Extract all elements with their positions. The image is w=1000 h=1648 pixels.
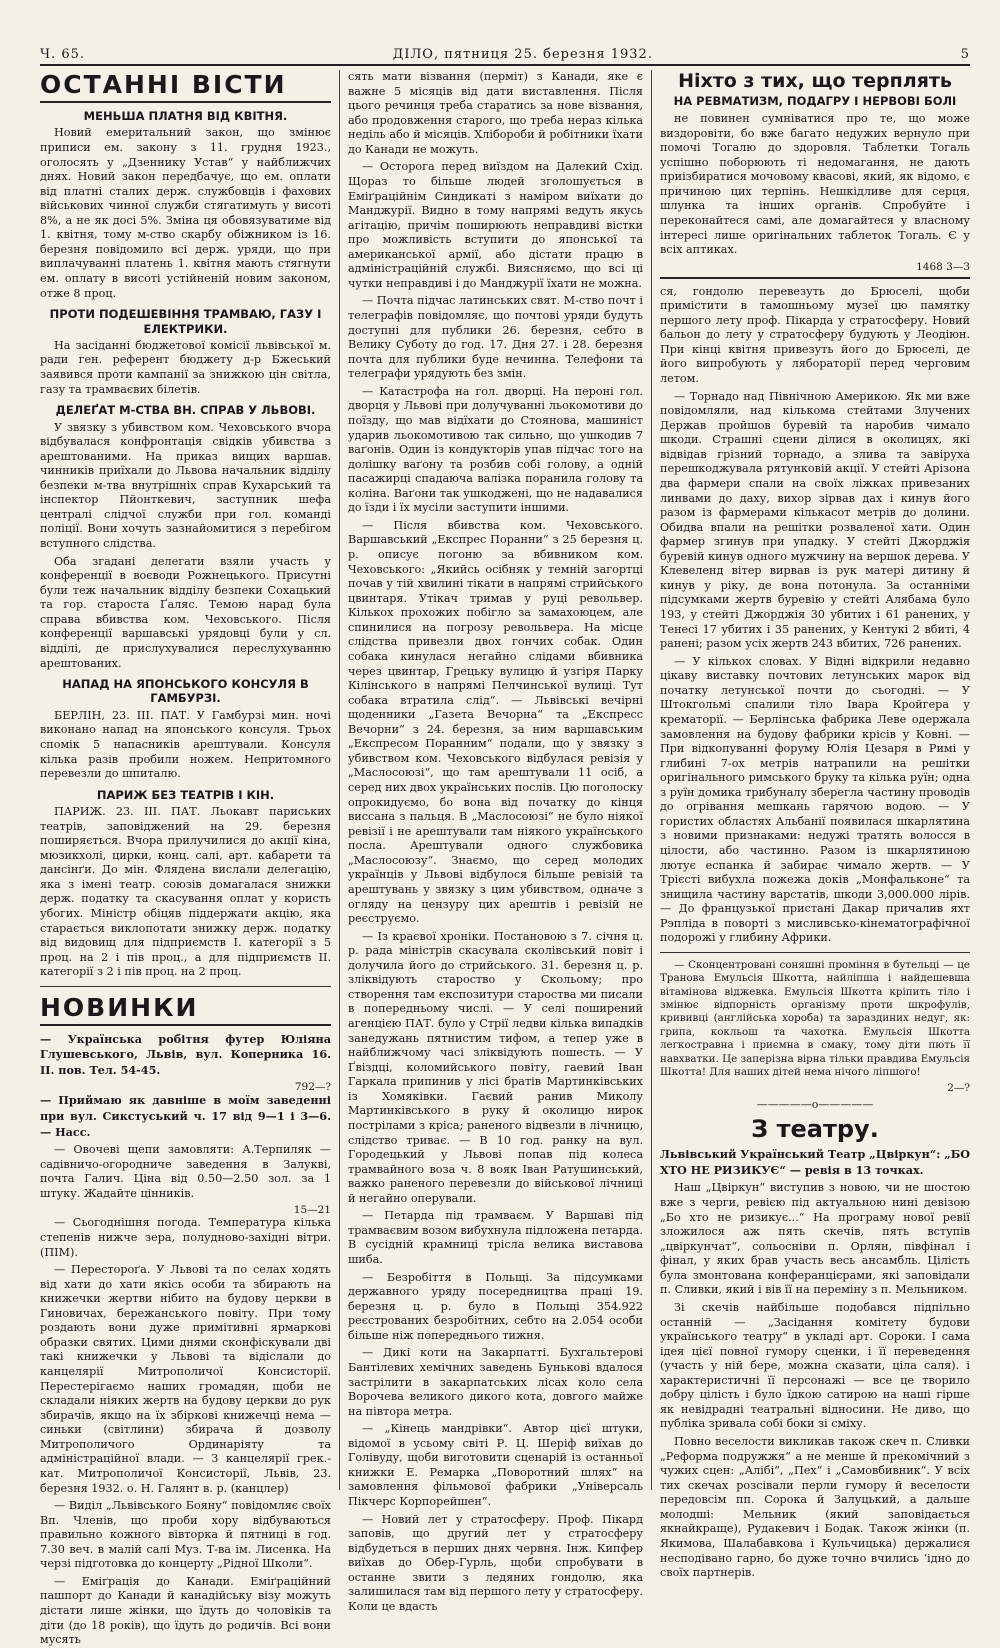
separator (660, 952, 970, 953)
news-item: — Осторога перед виїздом на Далекий Схід. Щораз то більше людей зголошується в Еміґраційнім Синдикаті з наміром виїхати до Манджурії. Видно в тому напрямі ведуть якусь агітацію, причім поширюють неправдиві вістки про можливість вступити до японської та американської армії, або дістати працю в адміністраційній службі. Виясняємо, що всі ці чутки неправдиві і до Манджурії їхати не можна. (348, 160, 643, 290)
masthead (40, 40, 970, 66)
theatre-text: Зі скечів найбільше подобався підпільно останній — „Засідання комітету будови українського театру“ в укладі арт. Сороки. І сама ідея цієї повної гумору сценки, і її переведення (участь у ній бере, можна сказати, ціла саля). і характеристичні її персонажі — все це творило добру цілість і було їдкою сатирою на наші гірше як невідрадні театральні відносини. Не диво, що публіка зривала собі боки зі сміху. (660, 1300, 970, 1431)
section-heading-latest-news: ОСТАННІ ВІСТИ (40, 70, 331, 103)
news-item: ся, гондолю перевезуть до Брюселі, щоби примістити в тамошньому музеї цю памятку першого лету проф. Пікарда у стратосферу. Новий бальон до лету у стратосферу будують у Леодіюн. При кінці квітня привезуть його до Брюселі, де його випробують у ляборaторії перед черговим летом. (660, 284, 970, 385)
article-text: Новий емеритальний закон, що змінює приписи ем. закону з 11. грудня 1923., оголосять у „Дзеннику Устав“ у найближчих днях. Новий закон передбачує, що ем. оплати від платні сталих держ. службовців і фахових військових чинної служби стягатимуть у висоті 8%, а не як досі 5%. Зміна ця обовязуватиме від 1. квітня, тому м-ство скарбу обіжником із 16. березня повідомило всі держ. уряди, що при виплачуванні платень 1. квітня мають стягнути ем. оплату в висоті устійненій новим законом, отже 8 проц. (40, 126, 331, 300)
article-title: МЕНЬША ПЛАТНЯ ВІД КВІТНЯ. (83, 109, 288, 123)
ad-code: 792—? (294, 1081, 331, 1094)
ad-text: не повинен сумніватися про те, що може виздоровіти, бо вже багато недужих вернуло при помочі Тогалю до здоровля. Таблетки Тогаль успішно поборюють ті недомагання, не дають приізбиратися мочовому квасові, який, як відомо, є причиною цих терпінь. Нешкідливе для серця, шлунка та інших органів. Спробуйте і переконайтеся самі, але домагайтеся у власному інтересі лише оригінальних таблеток Тогаль. Є у всіх аптиках. (660, 112, 970, 257)
scott-emulsion-ad (660, 959, 970, 1094)
news-item: — Овочеві щепи замовляти: А.Терпиляк — садівничо-огородниче заведення в Залукві, почта Галич. Ціна від 0.50—2.50 зол. за 1 штуку. Жадайте цінників. (40, 1143, 331, 1200)
article-title: ПАРИЖ БЕЗ ТЕАТРІВ І КІН. (96, 787, 275, 802)
news-item: — Дикі коти на Закарпатті. Бухгальтерові Бантілевих хемічних заведень Буньковi вдалося застрілити в закарпатських лісах коло села Ворочева великого дикого кота, довгого майже на півтора метра. (348, 1346, 643, 1418)
ad-code: 1468 3—3 (916, 260, 970, 273)
news-item: — Приймаю як давніше в моїм заведенні при вул. Сикстуський ч. 17 від 9—1 і 3—6. — Насс. (40, 1093, 331, 1139)
news-item: — Після вбивства ком. Чеховського. Варшавський „Експрес Поранни“ з 25 березня ц. р. описує погоню за вбивником ком. Чеховського: „Якийсь осібняк у темній загортці почав у тій хвилині тікати в напрямі стрийського цвинтаря. Утікач тримав у руці револьвер. Кількох прохожих побігло за замахоюцем, але спинилися на погрозу револьвера. На місце слідства привезли двох гончих собак. Один собака кинулася негайно слідами вбивника через цвинтар, Грецьку вулицю й узгіря Парку Кілінського в напрямі Пелчинської вулиці. Тут собака втратила слід“. — Львівські вечірні щоденники „Газета Вечорна“ та „Експресс Вечорни“ з 24. березня, за ним варшавським „Експресом Поранним“ подали, що у звязку з убивством ком. Чеховського відбулася ревізія у „Маслосоюзі“, що там арештували 11 осіб, а серед них двох українських послів. Цю поголоску опрокидуємо, бо вона від початку до кінця виссана з пальця. В „Маслосоюзі“ не було ніякої ревізії і не арештували там ніякого українського посла. Арештували одного службовика „Маслосоюзу“. Знаємо, що серед молодих українців у Львові відбулося більше ревізій та арештувань у звязку з цим убивством, одначе з огляду на цензуру цих арештів і ревізій не реєструємо. (348, 518, 643, 926)
theatre-title: Львівський Український Театр „Цвіркун“: „БО ХТО НЕ РИЗИКУЄ“ — ревія в 13 точках. (660, 1147, 970, 1177)
ad-subheadline: НА РЕВМАТИЗМ, ПОДАГРУ І НЕРВОВІ БОЛІ (673, 94, 957, 108)
article-text: ПАРИЖ. 23. III. ПАТ. Льокавт париських театрів, заповіджений на 29. березня поширяється. Вчора прилучилися до акції кіна, мюзикхолі, цирки, конц. салі, арт. кабарети та дансінґи. До мін. Флядена вислали делегацію, яка з імені театр. союзів домагалася знижки держ. податку та скасування оплат у користь убогих. Міністр обіцяв піддержати акцію, яка старається виклопотати знижку держ. податку від видовищ для підприємств І. категорії з 5 проц. на 2 і пів проц., а для підприємств ІІ. категорії з 2 і пів проц. на 2 проц. (40, 805, 331, 979)
theatre-text: Повно веселости викликав також скеч п. Сливки „Реформа подружжя“ а не менше й прекомічний з чужих сцен: „Алібі“, „Пех“ і „Самовбивник“. У всіх тих скечах розсівали перли гумору й веселости передовсім пп. Сорока й Залуцький, а дальше молодші: Мельник (який заповідається якнайкраще), Рудакевич і Бодак. Також жінки (п. Якимова, Шалабавкова і Кульчицька) держалися несподівано гарно, бо дуже точно вчились ‘ідно до своїх партнерів. (660, 1435, 970, 1580)
ad-code: 15—21 (293, 1204, 331, 1217)
article-text: У звязку з убивством ком. Чеховського вчора відбувалася конфронтація свідків убивства з арештованими. На приказ вищих варшав. чинників приїхали до Львова начальник відділу безпеки м-тва внутрішніх справ Кухарський та інспектор Пйонткевич, заступник шефа централі слідчої служби при гол. команді поліції. Вони хочуть зазнайомитися з перебігом вступного слідства. (40, 420, 331, 550)
article-title: НАПАД НА ЯПОНСЬКОГО КОНСУЛЯ В ГАМБУРЗІ. (62, 677, 309, 706)
togal-advertisement (660, 70, 970, 279)
ad-text: — Сконцентровані соняшні проміння в бутельці — це Транова Емульсія Шкотта, найліпша і найдешевша вітамінова віджевка. Емульсія Шкотта кріпить тіло і змінює відпорність організму проти шкрофулів, крививці (англійська хороба) та зараздиних недуг, як: грипа, кокльош та чахотка. Емульсія Шкотта легкостравна і приємна в смаку, тому діти пють її навхватки. Це заперізна вірна тільки правдива Емульсія Шкотта! Для наших дітей нема нічого ліпшого! (660, 958, 970, 1078)
section-heading-theatre: З театру. (751, 1115, 879, 1144)
news-item: — У кількох словах. У Відні відкрили недавно цікаву виставку почтових летунських марок від початку летунської почти до сьогодні. — У Штокгольмі спалили тіло Івара Кройгера у крематорії. — Берлінська фабрика Леве одержала замовлення на будову фабрики крісів у Ковні. — При відкопуванні форуму Юлія Цезаря в Римі у глибині 7-ох метрів натрапили на решітки оригінального римського бруку та кілька руїн; одна з руїн домика трибуналу зберегла частину проводів до огрівання мешкань гарячою водою. — У гористих областях Альбанії появилася шкарлятина з новими признаками: недужі тратять волосся в цілости, або частинно. Разом із шкарлятиною лютує еспанка й забирає чимало жертв. — У Трiєсті вибухла пожежа доків „Монфальконе“ та знищила частину варстатів, шкоди 3,000.000 лірів. — До французької пристані Дакар причалив яхт Рэпліда в поворті з мисливсько-кінематографічної подорожі у глибину Африки. (660, 654, 970, 945)
news-item: — Еміґрація до Канади. Еміґраційний пашпорт до Канади й канадійську візу можуть дістати лише жінки, що їдуть до чоловіків та діти (до 18 років), що їдуть до родичів. Всі вони мусять (40, 1574, 331, 1647)
article-text: Оба згадані делегати взяли участь у конференції в воєводи Рожнецького. Присутні були теж начальник відділу безпеки Сохацький та гор. староста Ґаляс. Темою нарад була справа вбивства ком. Чеховського. Після конференції варшавські урядовці були у сл. відділі, де приcлухувалися переслухуванню арештованих. (40, 554, 331, 670)
ornament-divider: —————o————— (756, 1098, 874, 1112)
newspaper-dateline: ДІЛО, пятниця 25. березня 1932. (392, 47, 653, 62)
news-item: сять мати візвання (перміт) з Канади, яке є важне 5 місяців від дати виставлення. Після цього речинця треба старатись за нове візвання, або продовження старого, що треба нераз кілька неділь або й місяців. Хлібороби й робітники їхати до Канади не можуть. (348, 70, 643, 156)
issue-number: Ч. 65. (40, 47, 85, 62)
news-item: — Із краєвої хроніки. Постановою з 7. січня ц. р. рада міністрів скасувала сколівський повіт і долучила його до стрийського. 31. березня ц. р. зліквідують староство у Скольому; про створення там експозитури староства ми писали в попередньому числі. — У селі поширений агенцією ПАТ. було у Стрії ледви кілька випадків занедужань пятнистим тифом, а тепер уже в найближчому часі зліквідують пошесть. — У Ґвіздці, коломийського повіту, гаевий Іван Гаркала припинив у лісі братів Мартинківських із Хомяківки. Гаєвий ранив Миколу Мартинківського в руку й околицю нирок пострілами з кріса; раненого відвезли в лічницю, слідство триває. — В 10 год. ранку на вул. Городецький у Львові попав під колеса трамвайного воза ч. 8 вояк Іван Ратушинський, важко раненого перевезли до військової лічниці й негайно оперували. (348, 929, 643, 1205)
news-item: — Виділ „Львівського Бояну“ повідомляє своїх Вп. Членів, що проби хору відбуваються правильно кожного вівторка й пятниці в год. 7.30 веч. в малій салі Муз. Т-ва ім. Лисенка. На черзі підготовка до концерту „Рідної Школи“. (40, 1499, 331, 1571)
theatre-text: Наш „Цвіркун“ виступив з новою, чи не шостою вже з черги, ревією під актуальною нині девізою „Бо хто не ризикує...“ На програму нової ревії зложилося аж пять скечів, пять вступів „цвіркунчат“, сольосніви п. Орлян, півфінал і фінал, у яких брав участь весь ансамбль. Цілість була змонтована конферанцієрами, які заповідали п. Сливки, який і вів її на переміну з п. Мельником. (660, 1181, 970, 1297)
page-number: 5 (960, 47, 970, 62)
news-item: — Петарда під трамваєм. У Варшаві під трамваєвим возом вибухнула підложена петарда. В сусідній крамниці тріслa велика виставова шиба. (348, 1209, 643, 1266)
news-item: — Катастрофа на гол. дворці. На пероні гол. дворця у Львові при долучуванні льокомотиви до поїзду, що мав відїхати до Стоянова, машиніст ударив льокомотивою так сильно, що ушкодив 7 ваґонів. Один із кондукторів упав підчас того на долішку ваґону та розбив собі голову, а одній пасажирці спадаюча валізка поранила голову та коліна. Ваґони так ушкоджені, що не надавалися до їзди і їх мусіли заступити іншими. (348, 384, 643, 515)
column-3 (652, 70, 970, 1580)
news-item: — „Кінець мандрівки“. Автор цієї штуки, відомої в усьому світі Р. Ц. Шеріф виїхав до Голівуду, щоби виготовити сценарій із останньої книжки Е. Ремарка „Поворотний шлях“ на замовлення фільмової фабрики „Універсаль Пікчерс Корпорейшен“. (348, 1422, 643, 1508)
news-item: — Торнадо над Північною Америкою. Як ми вже повідомляли, над кількома стейтами Злучених Держав пройшов буревій та нaробив чимало шкоди. Страшні сцени ділися в околицях, які відвідав грізний торнадо, а злива та завіруха перешкоджувала рятунковій акції. У стейті Арізона два фармери спали на своїх ліжках привезаних линвами до даху, вихор зірвав дах і кинув його разом із фармерами кількасот метрів до долини. Обидва впали на решітки розваленої хати. Один фармер згинув при упадку. У стейті Джорджія буревій кинув одного мужчину на вершок дерева. У Клевеленд вітер вирвав із рук матері дитину й кинув у ріку, де вона потонула. За останніми підсумками жертв буревію у стейті Алябама було 193, у стейті Джорджія 30 убитих і 61 ранених, у Тенесі 17 убитих і 35 ранених, у Кентукі 2 вбиті, 4 ранені; разом усіх жертв 243 вбитих, 726 ранених. (660, 389, 970, 651)
column-2 (340, 70, 652, 1613)
columns (40, 70, 970, 1647)
article-text: На засіданні бюджетової комісії львівської м. ради ген. референт бюджету д-р Бжеський заявився проти кампанії за знижкою цін світла, газу та трамваєвих білетів. (40, 338, 331, 396)
news-item: — Новий лет у стратосферу. Проф. Пікард заповів, що другий лет у стратосферу відбудеться в перших днях червня. Інж. Кипфер виїхав до Обер-Гурль, щоби спробувати в останне звити з ледяних гондолю, яка залишилася там від першого лету у стратосферу. Коли це вдасть (348, 1512, 643, 1613)
news-item: — Перестороґа. У Львові та по селах ходять від хати до хати якісь особи та збирають на книжечки жертви нібито на будову церкви в Гиновичах, бережанського повіту. При тому роздають вони дуже примітивні ярмаркові образки святих. Цими днями сконфіскували дві такі книжечки у Львові та відіслали до канцелярії Митрополичої Консисторії. Перестерігаємо наших громадян, щоби не складали ніяких жертв на будову церкви до рук збирачів, якщо на їх збіркові книжечці нема — синьки (світлини) збирача й дозволу Митрополичого Ординаріяту та адміністраційної влади. — З канцелярії грек.-кат. Митрополичої Консисторії, Львів, 23. березня 1932. о. Н. Галянт в. р. (канцлер) (40, 1263, 331, 1495)
news-item: — Сьогоднішня погода. Температура кілька степенів нижче зера, полудново-західні вітри. (ПІМ). (40, 1216, 331, 1259)
ad-headline: Ніхто з тих, що терплять (678, 70, 952, 92)
section-heading-news: НОВИНКИ (40, 993, 331, 1026)
article-text: БЕРЛІН, 23. III. ПАТ. У Гамбурзі мин. ночі виконано напад на японського консуля. Трьох спомік 5 напасників арештували. Консуля кілька разів пробили ножем. Непритомного перевезли до шпиталю. (40, 708, 331, 781)
column-1 (40, 70, 340, 1647)
article-title: ПРОТИ ПОДЕШЕВІННЯ ТРАМВАЮ, ГАЗУ І ЕЛЕКТРИКИ. (49, 307, 322, 336)
ad-code: 2—? (947, 1082, 970, 1095)
article-title: ДЕЛЕҐАТ М-СТВА ВН. СПРАВ У ЛЬВОВІ. (55, 403, 316, 418)
news-item: — Українська робітня футер Юліяна Глушевського, Львів, вул. Коперника 16. ІІ. пов. Тел. 54-45. (40, 1031, 331, 1077)
separator (40, 986, 331, 987)
news-item: — Безробіття в Польщі. За підсумками державного уряду посередництва праці 19. березня ц. р. було в Польщі 354.922 реєстрованих безробітних, себто на 2.054 особи більше ніж попереднього тижня. (348, 1270, 643, 1342)
news-item: — Почта підчас латинських свят. М-ство почт і телеграфів повідомляє, що почтові уряди будуть доступні для публики 26. березня, себто в Велику Суботу до год. 17. Дня 27. і 28. березня почта для публики буде нечинна. Телефони та телеграфи урядують без змін. (348, 294, 643, 381)
